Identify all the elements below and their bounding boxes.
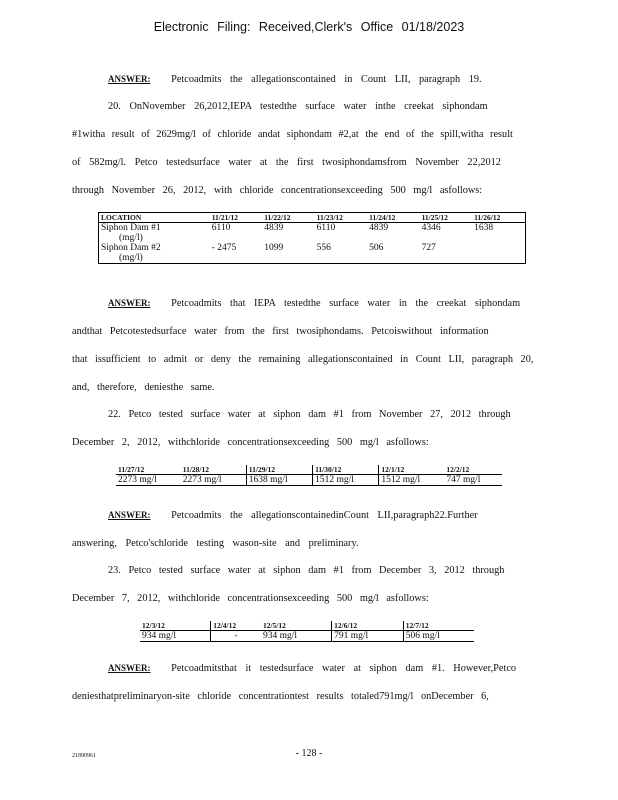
table-header: 11/26/12: [472, 213, 525, 223]
table-cell: -: [211, 631, 261, 642]
answer-line: [108, 510, 478, 521]
table-cell: 934 mg/l: [262, 631, 298, 641]
table-row: [99, 233, 526, 243]
answer-label: ANSWER:: [108, 74, 151, 84]
table-cell: Siphon Dam #2: [101, 243, 161, 253]
table-header: 11/23/12: [315, 213, 367, 223]
paragraph-line: 22. Petco tested surface water at siphon dam #1 from November 27, 2012 through: [108, 409, 511, 420]
paragraph-line: through November 26, 2012, with chloride concentrationsexceeding 500 mg/l asfollows:: [72, 185, 483, 196]
table-cell: 506 mg/l: [403, 631, 474, 642]
table-header: 12/5/12: [261, 621, 332, 631]
table-header: 12/4/12: [211, 621, 261, 631]
table-cell: 1512 mg/l: [379, 475, 445, 486]
answer-line: [108, 663, 516, 674]
answer-line: [108, 298, 520, 309]
paragraph-line: and, therefore, deniesthe same.: [72, 382, 215, 393]
table-cell: 1099: [264, 243, 284, 253]
table-cell: 6110: [316, 223, 336, 233]
table-row: [99, 253, 526, 264]
table-row: [99, 223, 526, 234]
table-cell: 747 mg/l: [446, 475, 481, 485]
paragraph-line: andthat Petcotestedsurface water from the first twosiphondams. Petcoiswithout information: [72, 326, 489, 337]
table-cell: 4839: [264, 223, 284, 233]
table-cell: 934 mg/l: [142, 631, 177, 641]
table-cell: Siphon Dam #1: [101, 223, 161, 233]
answer-text: Petcoadmitsthat it testedsurface water at siphon dam #1. However,Petco: [171, 663, 517, 674]
chloride-table-3: [140, 621, 474, 642]
chloride-table-2: [116, 465, 502, 486]
table-cell: 6110: [211, 223, 231, 233]
table-header: 11/30/12: [313, 465, 379, 475]
paragraph-line: #1witha result of 2629mg/l of chloride andat siphondam #2,at the end of the spill,witha result: [72, 129, 513, 140]
table-cell: 4346: [421, 223, 441, 233]
paragraph-line: December 2, 2012, withchloride concentrationsexceeding 500 mg/l asfollows:: [72, 437, 429, 448]
paragraph-line: answering, Petco'schloride testing wason-site and preliminary.: [72, 538, 359, 549]
table-header: 12/2/12: [444, 465, 502, 475]
table-header: 12/1/12: [379, 465, 445, 475]
filing-header: Electronic Filing: Received,Clerk's Office 01/18/2023: [153, 20, 465, 34]
table-row: [140, 631, 474, 642]
table-cell: 556: [316, 243, 331, 253]
table-header: 11/28/12: [181, 465, 247, 475]
paragraph-line: 20. OnNovember 26,2012,IEPA testedthe surface water inthe creekat siphondam: [108, 101, 488, 112]
paragraph-line: deniesthatpreliminaryon-site chloride concentrationtest results totaled791mg/l onDecember 6,: [72, 691, 489, 702]
table-header: 11/22/12: [262, 213, 314, 223]
table-cell: (mg/l): [119, 233, 143, 243]
table-cell: 4839: [369, 223, 389, 233]
table-row: [99, 243, 526, 253]
table-header: 12/6/12: [332, 621, 404, 631]
answer-text: Petcoadmits the allegationscontainedinCount LII,paragraph22.Further: [171, 510, 478, 521]
table-header: 11/29/12: [246, 465, 312, 475]
table-header: 11/24/12: [367, 213, 419, 223]
table-header: LOCATION: [99, 213, 210, 223]
answer-label: ANSWER:: [108, 663, 151, 673]
paragraph-line: 23. Petco tested surface water at siphon dam #1 from December 3, 2012 through: [108, 565, 505, 576]
document-id: 21890961: [72, 753, 96, 759]
table-header: 12/3/12: [140, 621, 211, 631]
table-cell: 2273 mg/l: [118, 475, 157, 485]
paragraph-line: December 7, 2012, withchloride concentrationsexceeding 500 mg/l asfollows:: [72, 593, 429, 604]
table-cell: (mg/l): [119, 253, 143, 263]
page-number: - 128 -: [295, 748, 323, 759]
chloride-table-1: [98, 212, 526, 264]
table-row: [116, 475, 502, 486]
table-cell: 1638 mg/l: [246, 475, 312, 486]
answer-label: ANSWER:: [108, 298, 151, 308]
table-header: 12/7/12: [403, 621, 474, 631]
table-header: 11/21/12: [210, 213, 262, 223]
table-header: 11/25/12: [420, 213, 472, 223]
answer-text: Petcoadmits that IEPA testedthe surface water in the creekat siphondam: [171, 298, 521, 309]
table-cell: 506: [369, 243, 384, 253]
table-header: 11/27/12: [116, 465, 181, 475]
paragraph-line: of 582mg/l. Petco testedsurface water at the first twosiphondamsfrom November 22,2012: [72, 157, 501, 168]
table-cell: 727: [421, 243, 436, 253]
table-cell: 1638: [474, 223, 494, 233]
paragraph-line: that issufficient to admit or deny the remaining allegationscontained in Count LII, paragraph 20,: [72, 354, 534, 365]
table-cell: 791 mg/l: [332, 631, 404, 642]
table-cell: 1512 mg/l: [313, 475, 379, 486]
answer-text: Petcoadmits the allegationscontained in Count LII, paragraph 19.: [171, 74, 482, 85]
answer-line: [108, 74, 482, 85]
table-cell: 2273 mg/l: [182, 475, 222, 485]
table-cell: - 2475: [211, 243, 237, 253]
answer-label: ANSWER:: [108, 510, 151, 520]
table-cell: [472, 243, 525, 253]
